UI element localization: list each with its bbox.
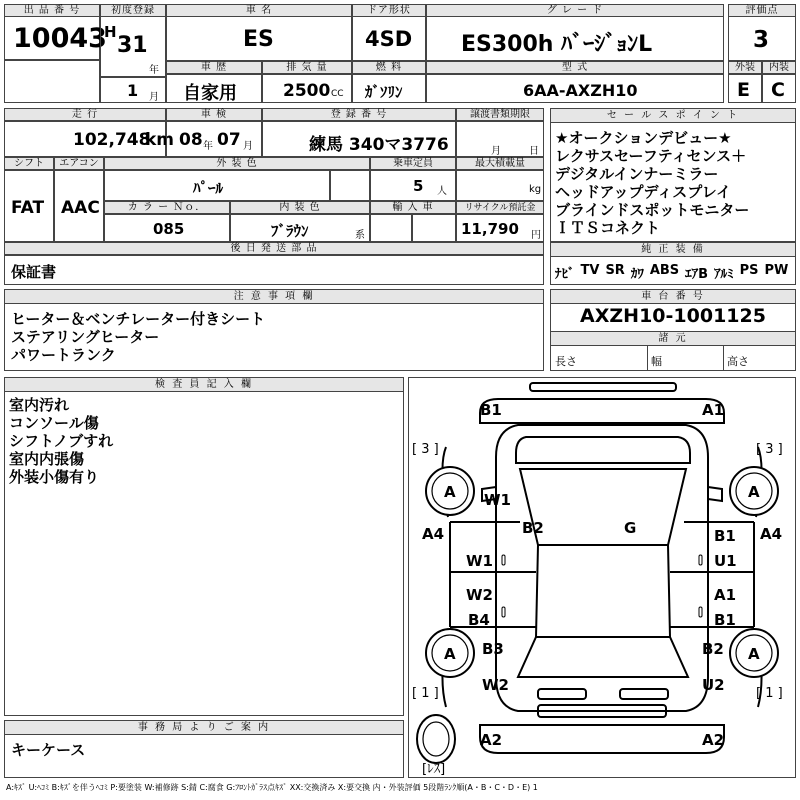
sales-point-item: ブラインドスポットモニター — [555, 201, 750, 219]
registration-cell — [262, 121, 456, 157]
reg-year: 31 — [117, 33, 148, 58]
mark-u2-right: U2 — [702, 676, 725, 694]
notes-list — [11, 310, 265, 364]
transfer-day-unit: 日 — [529, 146, 539, 157]
tread-rr: [ 1 ] — [756, 686, 783, 701]
capacity-cell — [370, 170, 456, 201]
office-value: キーケース — [11, 741, 86, 759]
sales-points-list — [555, 129, 749, 237]
color-no-cell — [104, 214, 230, 242]
note-item: ステアリングヒーター — [11, 328, 160, 346]
load-unit: kg — [529, 184, 542, 195]
sales-point-item: ＩＴＳコネクト — [555, 219, 661, 237]
mark-b3-left: B3 — [482, 640, 504, 658]
tire-mark-fr: A — [748, 483, 760, 501]
color-value: ﾊﾟｰﾙ — [193, 179, 224, 197]
transfer-cell — [456, 121, 544, 157]
lot-blank — [4, 60, 100, 103]
equipment-item: ｴｱB — [685, 267, 709, 282]
spare-tire-inner — [423, 722, 449, 756]
later-parts-label: 後 日 発 送 部 品 — [4, 242, 544, 255]
mark-g: G — [624, 519, 637, 537]
inspector-panel — [4, 377, 404, 716]
registration-label: 登 録 番 号 — [262, 108, 456, 121]
load-label: 最大積載量 — [456, 157, 544, 170]
mileage-cell — [4, 121, 175, 157]
mark-a1-right: A1 — [714, 586, 737, 604]
inspector-item: コンソール傷 — [9, 414, 99, 432]
score-label: 評価点 — [728, 4, 796, 17]
tire-mark-rr: A — [748, 645, 760, 663]
mark-w1-mid: W1 — [466, 552, 493, 570]
width-cell — [647, 345, 724, 371]
mark-a1-top: A1 — [702, 401, 725, 419]
recycle-cell — [456, 214, 544, 242]
recycle-label: リサイクル預託金 — [456, 201, 544, 214]
sales-point-item: デジタルインナーミラー — [555, 165, 719, 183]
transfer-label: 譲渡書類期限 — [456, 108, 544, 121]
color-label: 外 装 色 — [104, 157, 370, 170]
inspection-month: 07 — [217, 130, 241, 150]
shift-label: シフト — [4, 157, 54, 170]
mark-b1-right: B1 — [714, 527, 736, 545]
equipment-panel — [550, 242, 796, 285]
note-item: ヒーター＆ベンチレーター付きシート — [11, 310, 266, 328]
interior-label: 内装 — [762, 61, 796, 74]
equipment-item: PS — [739, 263, 759, 278]
width-label: 幅 — [651, 355, 662, 368]
era: H — [104, 23, 117, 41]
color-no-value: 085 — [153, 220, 185, 238]
displacement-cell — [262, 74, 352, 103]
first-reg-month-cell — [100, 77, 166, 103]
inspection-year-unit: 年 — [203, 141, 213, 152]
mark-b4-mid: B4 — [468, 611, 490, 629]
import-label: 輸 入 車 — [370, 201, 456, 214]
mark-a2-right: A2 — [702, 731, 725, 749]
inspection-year: 08 — [179, 130, 203, 150]
mark-w2-mid: W2 — [466, 586, 493, 604]
color-extra-cell — [330, 170, 370, 201]
lot-label: 出 品 番 号 — [4, 4, 100, 17]
reg-month: 1 — [127, 81, 139, 100]
type-value: 6AA-AXZH10 — [523, 81, 638, 100]
sales-point-item: ヘッドアップディスプレイ — [555, 183, 731, 201]
registration-value: 練馬 340マ3776 — [309, 135, 449, 155]
later-parts-cell — [4, 255, 544, 285]
inspector-item: シフトノブすれ — [9, 432, 114, 450]
exterior-value: E — [737, 79, 750, 101]
score-value: 3 — [753, 27, 770, 53]
equipment-item: SR — [605, 263, 625, 278]
history-value: 自家用 — [183, 83, 237, 104]
sales-points-panel — [550, 108, 796, 242]
note-item: パワートランク — [11, 346, 116, 364]
door-value: 4SD — [365, 27, 413, 51]
month-unit: 月 — [149, 92, 159, 103]
mark-a4-left: A4 — [422, 525, 445, 543]
chassis-panel — [550, 289, 796, 371]
equipment-item: ABS — [649, 263, 680, 278]
exterior-cell — [728, 74, 762, 103]
inspector-item: 室内内張傷 — [9, 450, 85, 468]
displacement-label: 排 気 量 — [262, 61, 352, 74]
footer-legend: A:ｷｽﾞ U:ﾍｺﾐ B:ｷｽﾞを伴うﾍｺﾐ P:要塗装 W:補修跡 S:錆 C:腐食 G:ﾌﾛﾝﾄｶﾞﾗｽ点ｷｽﾞ XX:交換済み X:要交換 内・外装評価 5段階ﾗﾝｸ順(A・B・C・D・E) 1 — [6, 783, 538, 792]
length-label: 長さ — [555, 355, 577, 368]
equipment-item: ｱﾙﾐ — [714, 267, 734, 282]
displacement-unit: CC — [331, 89, 344, 99]
tread-spare: [ﾚｽ] — [422, 762, 446, 777]
office-panel — [4, 720, 404, 778]
interior-color-label: 内 装 色 — [230, 201, 370, 214]
equipment-label: 純 正 装 備 — [551, 243, 795, 257]
sales-point-item: レクサスセーフティセンス＋ — [555, 147, 747, 165]
notes-label: 注 意 事 項 欄 — [5, 290, 543, 304]
tire-mark-rl: A — [444, 645, 456, 663]
mileage-value: 102,748 — [73, 130, 151, 150]
interior-cell — [762, 74, 796, 103]
sales-points-label: セ ー ル ス ポ イ ン ト — [551, 109, 795, 123]
door-cell — [352, 16, 426, 61]
mark-u1-right: U1 — [714, 552, 737, 570]
mark-b1-top: B1 — [480, 401, 502, 419]
mark-b2-left: B2 — [522, 519, 544, 537]
office-label: 事 務 局 よ り ご 案 内 — [5, 721, 403, 735]
equipment-item: PW — [764, 263, 789, 278]
inspector-label: 検 査 員 記 入 欄 — [5, 378, 403, 392]
model-cell — [166, 16, 352, 61]
notes-panel — [4, 289, 544, 371]
recycle-value: 11,790 — [461, 220, 519, 238]
color-cell — [104, 170, 330, 201]
mark-a4-right: A4 — [760, 525, 783, 543]
inspector-item: 外装小傷有り — [9, 468, 100, 486]
exterior-label: 外装 — [728, 61, 762, 74]
fuel-value: ｶﾞｿﾘﾝ — [365, 83, 403, 101]
sales-point-item: ★オークションデビュー★ — [555, 129, 732, 147]
damage-diagram — [408, 377, 796, 778]
equipment-item: ｶﾜ — [630, 267, 644, 282]
first-reg-label: 初度登録 — [100, 4, 166, 17]
mark-a2-left: A2 — [480, 731, 503, 749]
capacity-unit: 人 — [437, 186, 447, 197]
chassis-label: 車 台 番 号 — [551, 290, 795, 304]
later-parts-value: 保証書 — [11, 263, 57, 281]
equipment-item: ﾅﾋﾞ — [555, 267, 575, 282]
mark-w2-bottom: W2 — [482, 676, 509, 694]
length-cell — [551, 345, 648, 371]
shift-cell — [4, 170, 54, 242]
type-cell — [426, 74, 724, 103]
ac-cell — [54, 170, 104, 242]
inspector-list — [9, 396, 113, 486]
inspection-cell — [166, 121, 262, 157]
type-label: 型 式 — [426, 61, 724, 74]
shift-value: FAT — [11, 198, 45, 218]
equipment-item: TV — [580, 263, 600, 278]
grade-cell — [426, 16, 724, 61]
grade-value: ES300h ﾊﾞｰｼﾞｮﾝL — [461, 32, 653, 57]
mark-b1-right2: B1 — [714, 611, 736, 629]
inspection-label: 車 検 — [166, 108, 262, 121]
interior-color-unit: 系 — [355, 230, 365, 241]
capacity-value: 5 — [413, 177, 424, 195]
tread-fr: [ 3 ] — [756, 442, 783, 457]
height-cell — [723, 345, 795, 371]
mileage-label: 走 行 — [4, 108, 166, 121]
interior-color-value: ﾌﾞﾗｳﾝ — [271, 222, 309, 240]
history-cell — [166, 74, 262, 103]
history-label: 車 歴 — [166, 61, 262, 74]
grade-label: グ レ ー ド — [426, 4, 724, 17]
lot-cell — [4, 16, 107, 60]
fuel-cell — [352, 74, 426, 103]
first-reg-cell — [100, 16, 166, 77]
interior-value: C — [771, 79, 785, 101]
mark-w1-left: W1 — [484, 491, 511, 509]
tread-rl: [ 1 ] — [412, 686, 439, 701]
equipment-list — [555, 263, 788, 282]
color-no-label: カ ラ ー Ｎｏ． — [104, 201, 230, 214]
import-cell-2 — [412, 214, 456, 242]
tread-fl: [ 3 ] — [412, 442, 439, 457]
displacement-value: 2500 — [283, 81, 331, 101]
chassis-number: AXZH10-1001125 — [580, 305, 766, 327]
inspector-item: 室内汚れ — [9, 396, 70, 414]
transfer-month-unit: 月 — [491, 146, 501, 157]
year-unit: 年 — [149, 65, 159, 76]
import-cell-1 — [370, 214, 412, 242]
inspection-month-unit: 月 — [243, 141, 253, 152]
mark-b2-right: B2 — [702, 640, 724, 658]
tire-mark-fl: A — [444, 483, 456, 501]
ac-label: エアコン — [54, 157, 104, 170]
dims-label: 諸 元 — [551, 331, 795, 346]
fuel-label: 燃 料 — [352, 61, 426, 74]
model-value: ES — [243, 27, 274, 52]
score-cell — [728, 16, 796, 61]
model-label: 車 名 — [166, 4, 352, 17]
ac-value: AAC — [61, 198, 100, 218]
door-label: ドア形状 — [352, 4, 426, 17]
capacity-label: 乗車定員 — [370, 157, 456, 170]
load-cell — [456, 170, 544, 201]
height-label: 高さ — [727, 355, 749, 368]
mileage-unit: km — [145, 130, 175, 150]
interior-color-cell — [230, 214, 370, 242]
recycle-unit: 円 — [531, 230, 541, 241]
lot-number: 10043 — [13, 23, 107, 54]
